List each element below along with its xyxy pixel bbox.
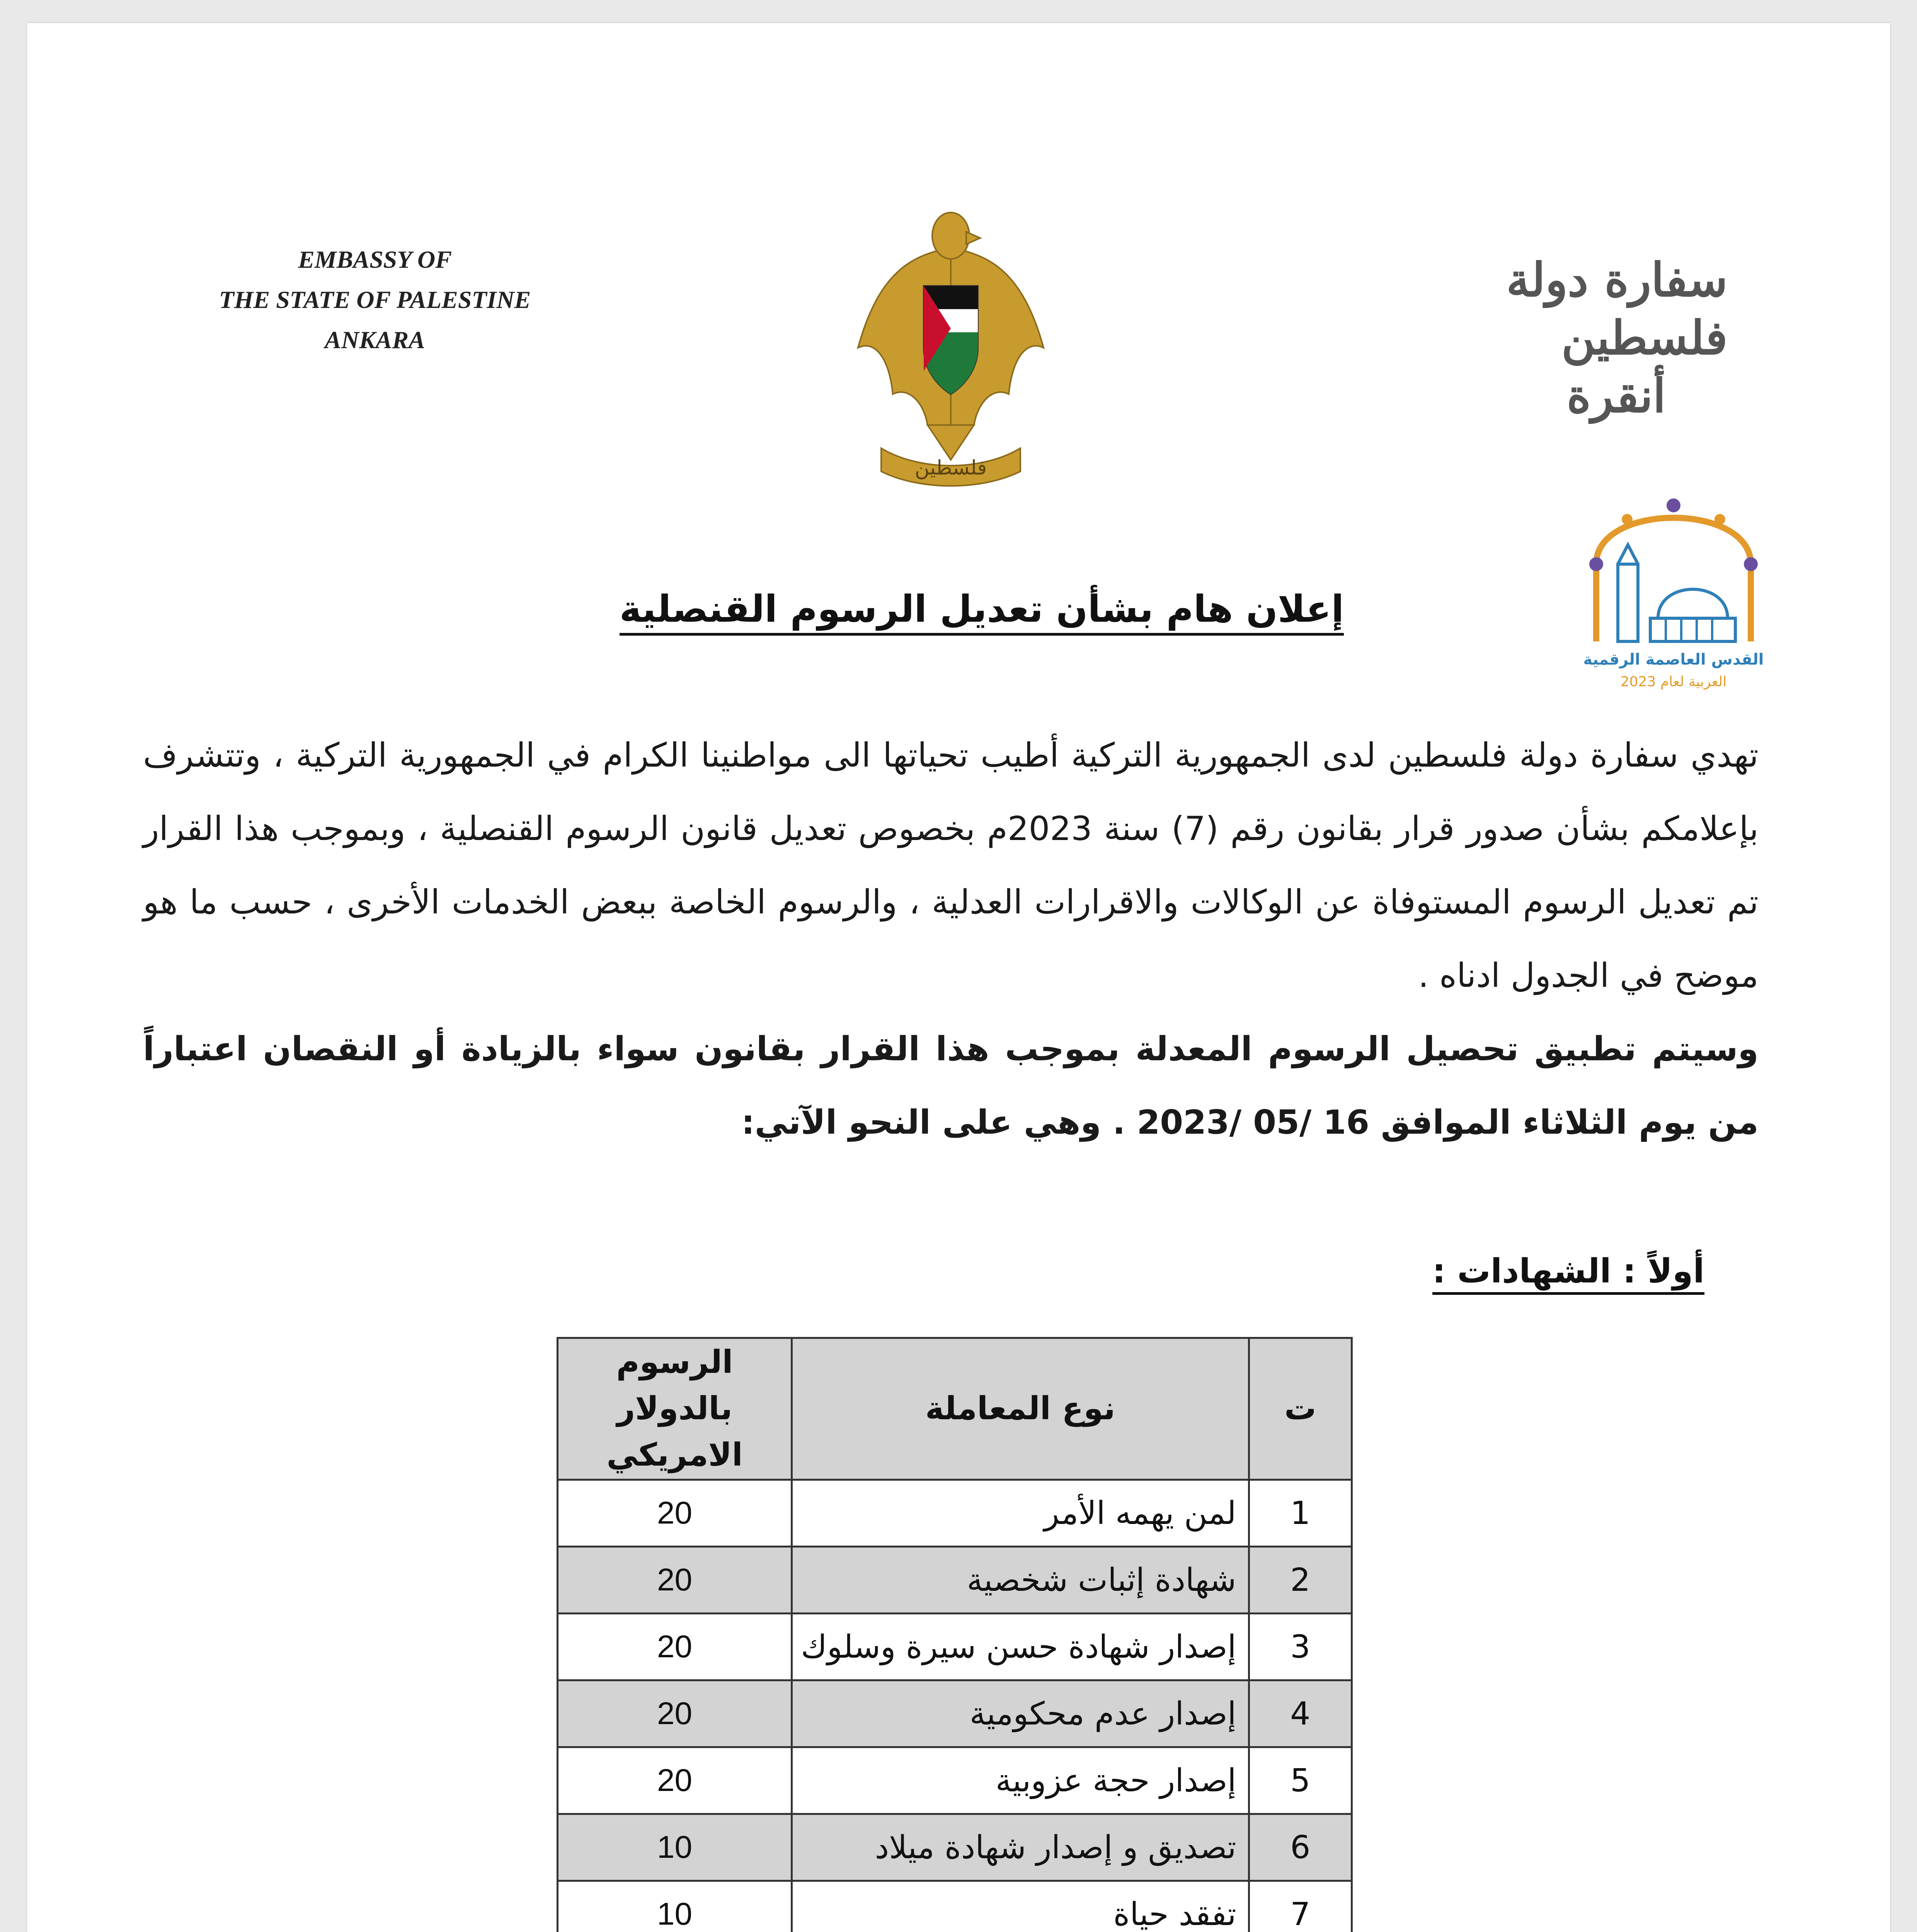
- embassy-en-line1: EMBASSY OF: [298, 246, 452, 273]
- table-row: [558, 1614, 1352, 1680]
- document-page: [27, 23, 1890, 1932]
- row-number: 6: [1249, 1814, 1352, 1881]
- table-row: [558, 1480, 1352, 1547]
- fees-table: [557, 1337, 1353, 1932]
- embassy-en-line2: THE STATE OF PALESTINE: [219, 286, 531, 313]
- column-header-type: نوع المعاملة: [792, 1338, 1249, 1480]
- table-row: [558, 1881, 1352, 1932]
- announcement-body: [143, 719, 1759, 1159]
- row-fee: 10: [558, 1881, 792, 1932]
- row-type: إصدار حجة عزوبية: [792, 1747, 1249, 1814]
- embassy-ar-line1: سفارة دولة فلسطين: [1506, 253, 1728, 365]
- emblem-scroll-text: فلسطين: [914, 456, 987, 480]
- embassy-header-ar: [1341, 251, 1728, 425]
- row-fee: 20: [558, 1480, 792, 1547]
- embassy-ar-line2: أنقرة: [1566, 369, 1666, 423]
- row-number: 3: [1249, 1614, 1352, 1680]
- table-header-row: [558, 1338, 1352, 1480]
- quds-logo-line2: العربية لعام 2023: [1620, 674, 1727, 690]
- row-type: شهادة إثبات شخصية: [792, 1547, 1249, 1614]
- jerusalem-digital-capital-logo-icon: [1573, 471, 1774, 703]
- section-heading: [1432, 1252, 1704, 1291]
- row-type: لمن يهمه الأمر: [792, 1480, 1249, 1547]
- palestine-eagle-emblem-icon: [850, 193, 1051, 487]
- row-fee: 20: [558, 1747, 792, 1814]
- section-heading-text: أولاً : الشهادات :: [1432, 1252, 1704, 1295]
- table-row: [558, 1680, 1352, 1747]
- row-type: تفقد حياة: [792, 1881, 1249, 1932]
- column-header-number: ت: [1249, 1338, 1352, 1480]
- embassy-header-en: [143, 240, 607, 360]
- body-paragraph-2: وسيتم تطبيق تحصيل الرسوم المعدلة بموجب هذا القرار بقانون سواء بالزيادة أو النقصان اعتباراً من يوم الثلاثاء الموافق 16 /05 /2023 . وهي على النحو الآتي:: [143, 1030, 1759, 1142]
- table-row: [558, 1547, 1352, 1614]
- table-row: [558, 1747, 1352, 1814]
- announcement-title: [414, 587, 1550, 631]
- row-fee: 20: [558, 1680, 792, 1747]
- body-paragraph-1: تهدي سفارة دولة فلسطين لدى الجمهورية التركية أطيب تحياتها الى مواطنينا الكرام في الجمهورية التركية ، وتتشرف بإعلامكم بشأن صدور قرار بقانون رقم (7) سنة 2023م بخصوص تعديل قانون الرسوم القنصلية ، وبموجب هذا القرار تم تعديل الرسوم المستوفاة عن الوكالات والاقرارات العدلية ، والرسوم الخاصة ببعض الخدمات الأخرى ، حسب ما هو موضح في الجدول ادناه .: [143, 736, 1759, 995]
- column-header-fee: الرسوم بالدولار الامريكي: [558, 1338, 792, 1480]
- row-number: 2: [1249, 1547, 1352, 1614]
- row-number: 7: [1249, 1881, 1352, 1932]
- row-number: 5: [1249, 1747, 1352, 1814]
- row-type: تصديق و إصدار شهادة ميلاد: [792, 1814, 1249, 1881]
- row-fee: 10: [558, 1814, 792, 1881]
- row-number: 1: [1249, 1480, 1352, 1547]
- row-type: إصدار عدم محكومية: [792, 1680, 1249, 1747]
- embassy-en-line3: ANKARA: [325, 326, 425, 354]
- row-number: 4: [1249, 1680, 1352, 1747]
- row-type: إصدار شهادة حسن سيرة وسلوك: [792, 1614, 1249, 1680]
- table-row: [558, 1814, 1352, 1881]
- row-fee: 20: [558, 1547, 792, 1614]
- quds-logo-line1: القدس العاصمة الرقمية: [1583, 651, 1764, 668]
- announcement-title-text: إعلان هام بشأن تعديل الرسوم القنصلية: [620, 587, 1344, 636]
- row-fee: 20: [558, 1614, 792, 1680]
